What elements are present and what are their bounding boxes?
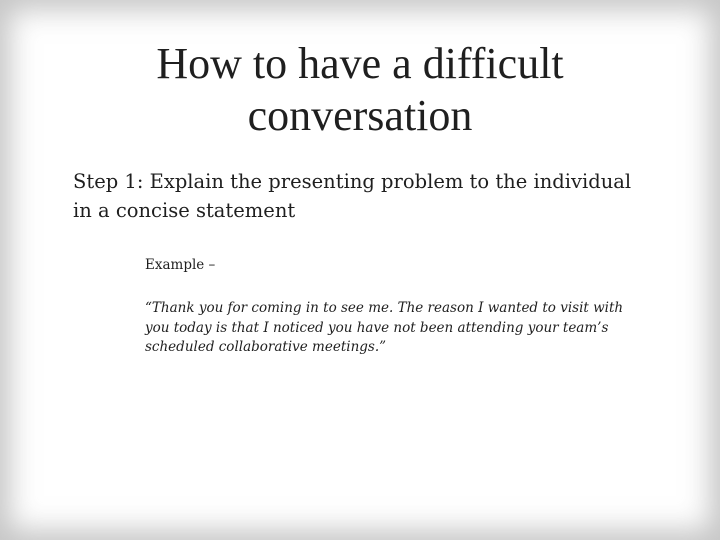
quote-line-2: you today is that I noticed you have not been attending your team’s <box>145 319 609 336</box>
quote-line-3: scheduled collaborative meetings.” <box>145 339 387 355</box>
step-line-1: Step 1: Explain the presenting problem to the individual <box>73 170 632 193</box>
step-1-text <box>73 167 673 225</box>
quote-line-1: “Thank you for coming in to see me. The reason I wanted to visit with <box>145 300 624 316</box>
example-label: Example – <box>145 257 216 273</box>
example-quote <box>145 299 655 358</box>
slide-title <box>60 38 660 142</box>
title-line-1: How to have a difficult <box>156 39 564 88</box>
title-line-2: conversation <box>247 91 473 140</box>
step-line-2: in a concise statement <box>73 199 296 222</box>
